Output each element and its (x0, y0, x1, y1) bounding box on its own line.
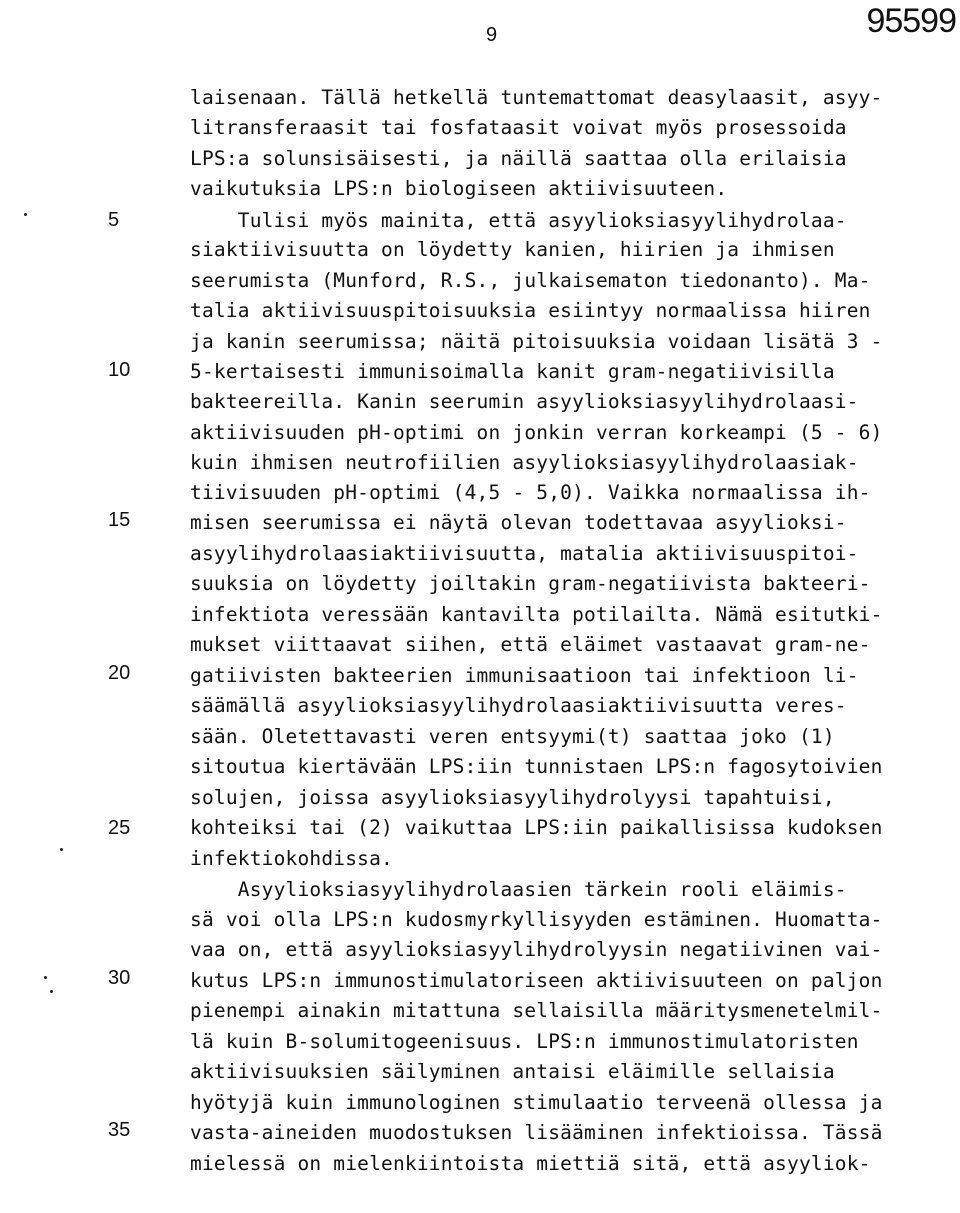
text-line: sitoutua kiertävään LPS:iin tunnistaen LPS:n fagosytoivien (190, 755, 883, 778)
document-number: 95599 (866, 2, 956, 40)
text-line: misen seerumissa ei näytä olevan todettavaa asyylioksi- (190, 511, 847, 534)
scan-speck (60, 848, 63, 851)
text-line: 5-kertaisesti immunisoimalla kanit gram-negatiivisilla (190, 360, 835, 383)
text-line: hyötyjä kuin immunologinen stimulaatio terveenä ollessa ja (190, 1091, 883, 1114)
text-line: sään. Oletettavasti veren entsyymi(t) saattaa joko (1) (190, 725, 835, 748)
text-line: kohteiksi tai (2) vaikuttaa LPS:iin paikallisissa kudoksen (190, 816, 883, 839)
text-line: kutus LPS:n immunostimulatoriseen aktiivisuuteen on paljon (190, 969, 883, 992)
scan-speck (50, 990, 53, 993)
text-line: asyylihydrolaasiaktiivisuutta, matalia aktiivisuuspitoi- (190, 542, 859, 565)
text-line: vaa on, että asyylioksiasyylihydrolyysin negatiivinen vai- (190, 938, 883, 961)
text-line: tiivisuuden pH-optimi (4,5 - 5,0). Vaikka normaalissa ih- (190, 481, 871, 504)
text-line: mielessä on mielenkiintoista miettiä sitä, että asyyliok- (190, 1152, 871, 1175)
text-line: vaikutuksia LPS:n biologiseen aktiivisuuteen. (190, 177, 728, 200)
text-line: säämällä asyylioksiasyylihydrolaasiaktiivisuutta veres- (190, 694, 847, 717)
scan-speck (44, 976, 47, 979)
page-number: 9 (486, 24, 498, 46)
text-line: kuin ihmisen neutrofiilien asyylioksiasyylihydrolaasiak- (190, 451, 859, 474)
text-line: litransferaasit tai fosfataasit voivat myös prosessoida (190, 116, 847, 139)
text-line: Tulisi myös mainita, että asyylioksiasyylihydrolaa- (190, 209, 847, 232)
text-line: mukset viittaavat siihen, että eläimet vastaavat gram-ne- (190, 633, 871, 656)
line-number: 35 (108, 1119, 131, 1141)
line-number: 30 (108, 967, 131, 989)
text-line: seerumista (Munford, R.S., julkaisematon tiedonanto). Ma- (190, 269, 871, 292)
text-line: Asyylioksiasyylihydrolaasien tärkein rooli eläimis- (190, 878, 847, 901)
text-line: solujen, joissa asyylioksiasyylihydrolyysi tapahtuisi, (190, 786, 835, 809)
text-line: pienempi ainakin mitattuna sellaisilla määritysmenetelmil- (190, 999, 883, 1022)
line-number: 20 (108, 662, 131, 684)
scan-speck (24, 213, 27, 216)
text-line: aktiivisuuden pH-optimi on jonkin verran korkeampi (5 - 6) (190, 421, 883, 444)
text-line: siaktiivisuutta on löydetty kanien, hiirien ja ihmisen (190, 238, 835, 261)
line-number: 15 (108, 509, 131, 531)
text-line: ja kanin seerumissa; näitä pitoisuuksia voidaan lisätä 3 - (190, 330, 883, 353)
text-line: vasta-aineiden muodostuksen lisääminen infektioissa. Tässä (190, 1121, 883, 1144)
text-line: lä kuin B-solumitogeenisuus. LPS:n immunostimulatoristen (190, 1030, 859, 1053)
text-line: gatiivisten bakteerien immunisaatioon tai infektioon li- (190, 664, 859, 687)
text-line: aktiivisuuksien säilyminen antaisi eläimille sellaisia (190, 1060, 835, 1083)
text-line: sä voi olla LPS:n kudosmyrkyllisyyden estäminen. Huomatta- (190, 908, 883, 931)
text-line: laisenaan. Tällä hetkellä tuntemattomat deasylaasit, asyy- (190, 86, 883, 109)
text-line: LPS:a solunsisäisesti, ja näillä saattaa olla erilaisia (190, 147, 847, 170)
text-line: talia aktiivisuuspitoisuuksia esiintyy normaalissa hiiren (190, 299, 871, 322)
text-line: suuksia on löydetty joiltakin gram-negatiivista bakteeri- (190, 572, 871, 595)
line-number: 25 (108, 817, 131, 839)
line-number: 10 (108, 359, 131, 381)
text-line: infektiota veressään kantavilta potilailta. Nämä esitutki- (190, 603, 883, 626)
line-number: 5 (108, 209, 120, 231)
text-line: bakteereilla. Kanin seerumin asyylioksiasyylihydrolaasi- (190, 390, 859, 413)
text-line: infektiokohdissa. (190, 847, 393, 870)
